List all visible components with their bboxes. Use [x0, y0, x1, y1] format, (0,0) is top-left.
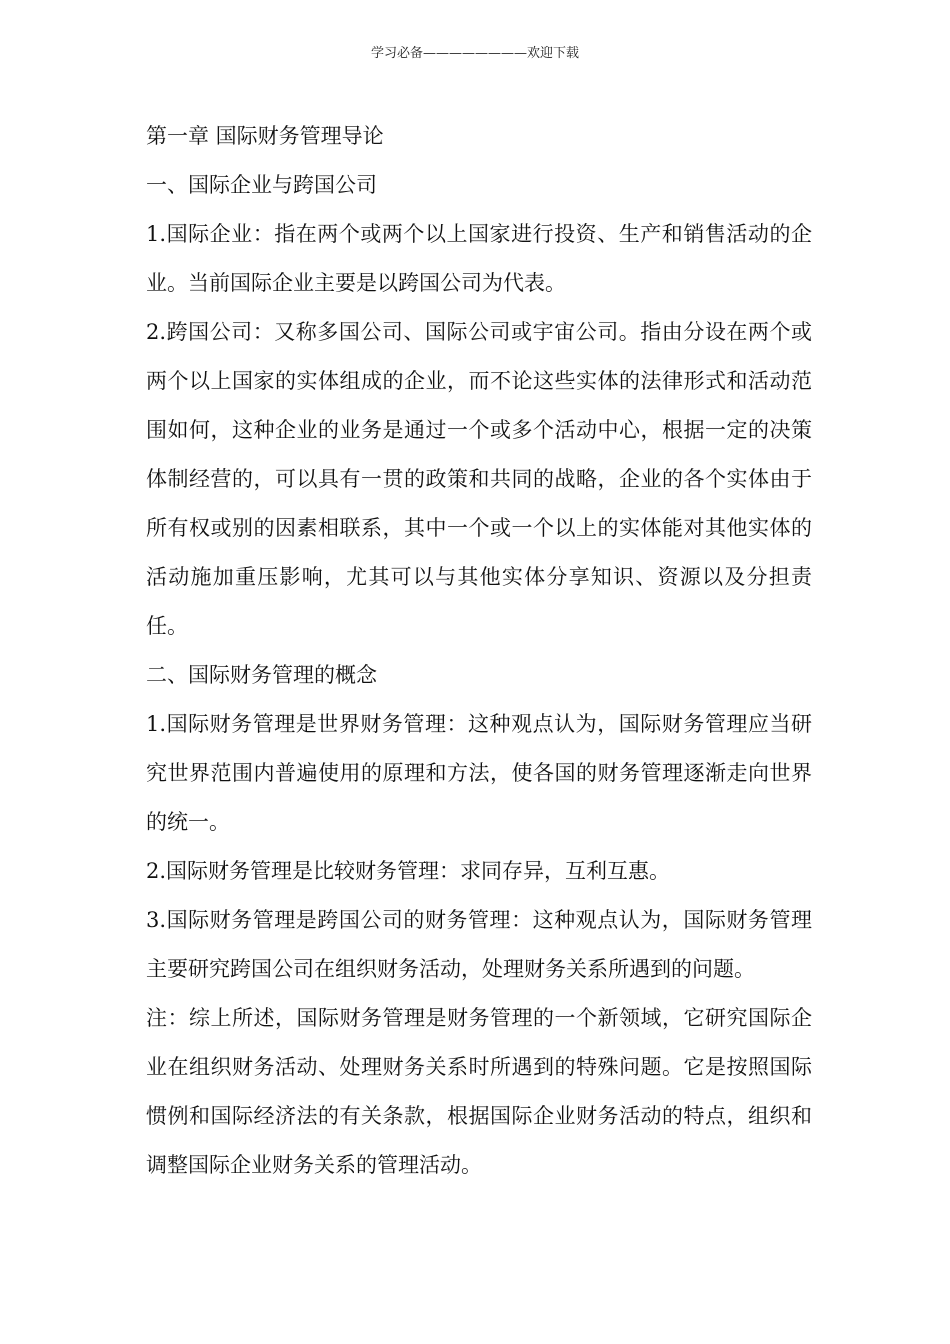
- paragraph-world-financial-management: 1.国际财务管理是世界财务管理：这种观点认为，国际财务管理应当研究世界范围内普遍使用的原理和方法，使各国的财务管理逐渐走向世界的统一。: [146, 712, 812, 834]
- section-heading-2: 二、国际财务管理的概念: [146, 663, 377, 687]
- page-header: 学习必备————————欢迎下载: [370, 46, 579, 61]
- paragraph-multinational-financial-management: 3.国际财务管理是跨国公司的财务管理：这种观点认为，国际财务管理主要研究跨国公司在组织财务活动，处理财务关系所遇到的问题。: [146, 908, 812, 981]
- document-body: [146, 112, 812, 1190]
- chapter-title: 第一章 国际财务管理导论: [146, 124, 384, 148]
- paragraph-international-enterprise: 1.国际企业：指在两个或两个以上国家进行投资、生产和销售活动的企业。当前国际企业主要是以跨国公司为代表。: [146, 222, 812, 295]
- paragraph-note: 注：综上所述，国际财务管理是财务管理的一个新领域，它研究国际企业在组织财务活动、处理财务关系时所遇到的特殊问题。它是按照国际惯例和国际经济法的有关条款，根据国际企业财务活动的特点，组织和调整国际企业财务关系的管理活动。: [146, 1006, 812, 1177]
- paragraph-multinational-company: 2.跨国公司：又称多国公司、国际公司或宇宙公司。指由分设在两个或两个以上国家的实体组成的企业，而不论这些实体的法律形式和活动范围如何，这种企业的业务是通过一个或多个活动中心，根据一定的决策体制经营的，可以具有一贯的政策和共同的战略，企业的各个实体由于所有权或别的因素相联系，其中一个或一个以上的实体能对其他实体的活动施加重压影响，尤其可以与其他实体分享知识、资源以及分担责任。: [146, 320, 812, 638]
- paragraph-comparative-financial-management: 2.国际财务管理是比较财务管理：求同存异，互利互惠。: [146, 859, 671, 883]
- section-heading-1: 一、国际企业与跨国公司: [146, 173, 377, 197]
